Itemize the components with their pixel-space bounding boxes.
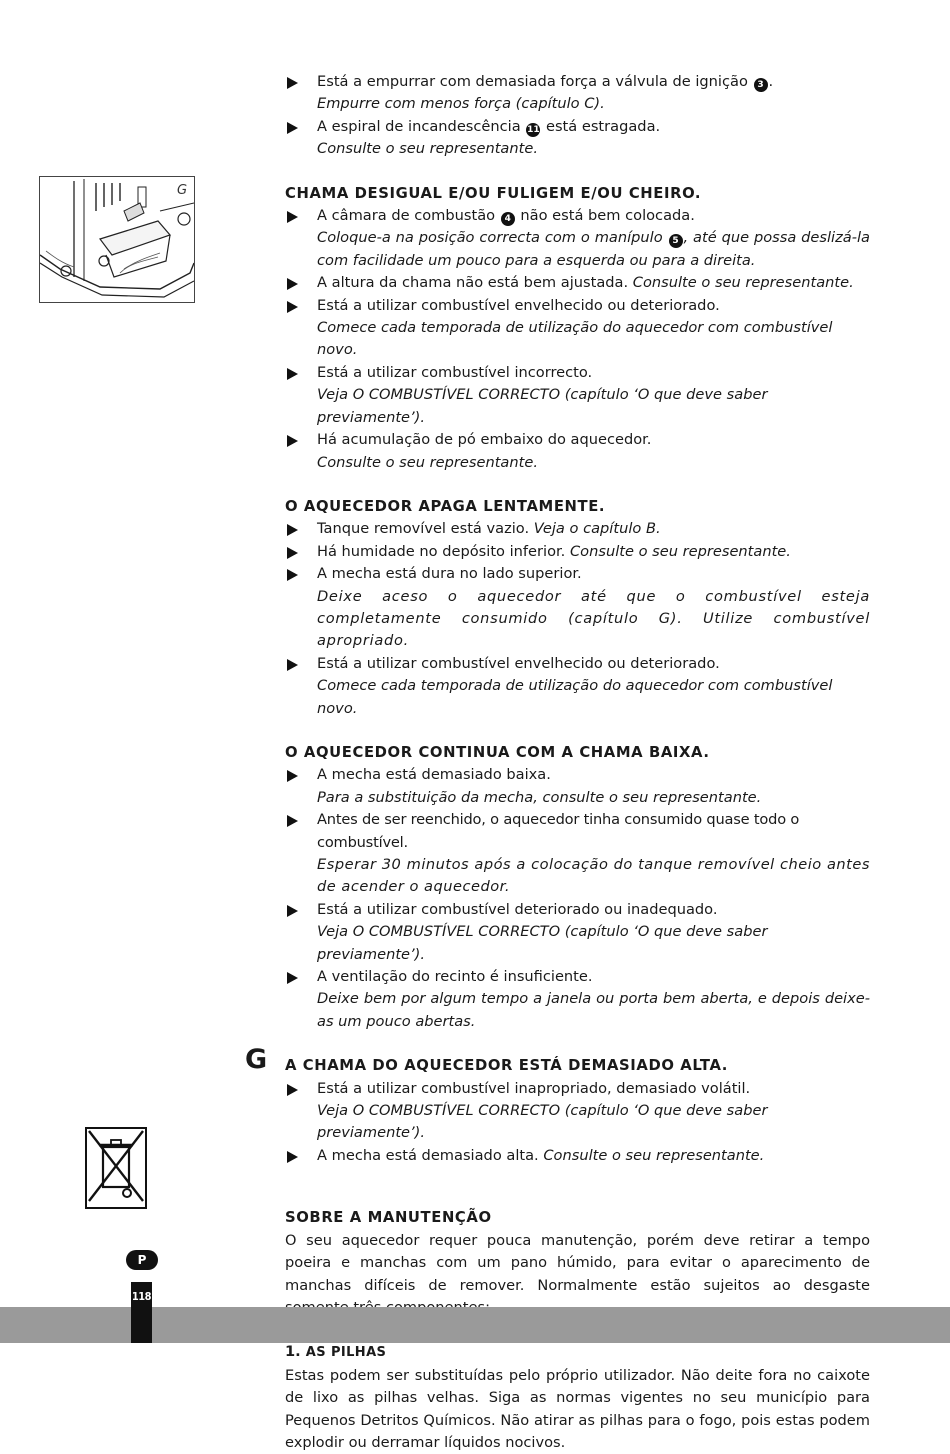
arrow-bullet-icon (287, 1151, 298, 1163)
item-text: A altura da chama não está bem ajustada. (317, 274, 629, 292)
list-item (285, 71, 870, 116)
list-item (285, 541, 870, 563)
list-item (285, 205, 870, 272)
arrow-bullet-icon (287, 301, 298, 313)
circled-number-icon: 3 (754, 78, 768, 92)
section-heading: O AQUECEDOR CONTINUA COM A CHAMA BAIXA. (285, 743, 710, 761)
maintenance-heading: SOBRE A MANUTENÇÃO (285, 1209, 492, 1227)
maintenance-intro: O seu aquecedor requer pouca manutenção, porém deve retirar a tempo poeira e manchas com um pano húmido, para evitar o aparecimento de manchas difíceis de remover. Normalmente estão sujeitos ao desgaste (285, 1231, 870, 1294)
arrow-bullet-icon (287, 659, 298, 671)
heater-drawing (40, 177, 194, 302)
item-text: Está a utilizar combustível envelhecido ou deteriorado. (317, 654, 720, 672)
section-heading: CHAMA DESIGUAL E/OU FULIGEM E/OU CHEIRO. (285, 184, 702, 202)
item-text: A mecha está demasiado alta. (317, 1146, 539, 1164)
list-item (285, 764, 870, 809)
crossed-bin-icon (85, 1127, 147, 1209)
item-remedy: Consulte o seu representante. (317, 453, 538, 471)
arrow-bullet-icon (287, 569, 298, 581)
list-item (285, 116, 870, 161)
arrow-bullet-icon (287, 368, 298, 380)
section-letter: G (245, 1044, 268, 1075)
item-remedy: Consulte o seu representante. (543, 1146, 765, 1164)
item-remedy: Comece cada temporada de utilização do aquecedor com combustível novo. (317, 319, 833, 359)
item-text-before: A câmara de combustão (317, 207, 496, 225)
arrow-bullet-icon (287, 815, 298, 827)
item-text: A mecha está dura no lado superior. (317, 565, 582, 583)
list-item (285, 429, 870, 474)
arrow-bullet-icon (287, 278, 298, 290)
circled-number-icon: 4 (501, 212, 515, 226)
figure-label: G (177, 183, 188, 198)
item-text: A mecha está demasiado baixa. (317, 766, 551, 784)
list-item (285, 1145, 870, 1167)
battery-subheading (285, 1341, 870, 1364)
item-text: Tanque removível está vazio. (317, 520, 530, 538)
item-text: Há humidade no depósito inferior. (317, 542, 566, 560)
heater-illustration (39, 176, 195, 303)
item-remedy: Comece cada temporada de utilização do aquecedor com combustível novo. (317, 677, 833, 717)
arrow-bullet-icon (287, 905, 298, 917)
item-remedy: Consulte o seu representante. (569, 542, 791, 560)
section-heading: A CHAMA DO AQUECEDOR ESTÁ DEMASIADO ALTA. (285, 1057, 728, 1075)
item-remedy: Empurre com menos força (capítulo C). (317, 95, 605, 113)
crossed-bin-drawing (87, 1129, 145, 1207)
list-item (285, 518, 870, 540)
item-text: Está a utilizar combustível inapropriado, demasiado volátil. (317, 1079, 751, 1097)
arrow-bullet-icon (287, 211, 298, 223)
item-remedy: Consulte o seu representante. (317, 140, 538, 158)
arrow-bullet-icon (287, 524, 298, 536)
item-text-before: A espiral de incandescência (317, 117, 521, 135)
list-item (285, 653, 870, 720)
item-text: A ventilação do recinto é insuficiente. (317, 968, 593, 986)
page-number: 118 (131, 1290, 152, 1303)
item-text: Há acumulação de pó embaixo do aquecedor. (317, 431, 652, 449)
list-item (285, 362, 870, 429)
item-remedy: Veja O COMBUSTÍVEL CORRECTO (capítulo ‘O que deve saber previamente’). (317, 1102, 768, 1142)
arrow-bullet-icon (287, 122, 298, 134)
list-item (285, 295, 870, 362)
item-text: não está bem colocada. (520, 207, 695, 225)
item-remedy: Para a substituição da mecha, consulte o seu representante. (317, 788, 762, 806)
item-remedy: Coloque-a na posição correcta com o manípulo 5 , até que possa deslizá-la com facilidade um pouco para a esquerda ou para a direita. (317, 229, 870, 269)
item-remedy: Veja O COMBUSTÍVEL CORRECTO (capítulo ‘O que deve saber previamente’). (317, 923, 768, 963)
arrow-bullet-icon (287, 972, 298, 984)
subheading-number: 1. (285, 1343, 301, 1361)
list-item (285, 1078, 870, 1145)
section-heading: O AQUECEDOR APAGA LENTAMENTE. (285, 497, 606, 515)
main-content (285, 71, 870, 1454)
arrow-bullet-icon (287, 77, 298, 89)
list-item (285, 272, 870, 294)
list-item (285, 809, 870, 899)
language-badge: P (126, 1250, 158, 1270)
item-text: Está a utilizar combustível deteriorado ou inadequado. (317, 900, 718, 918)
arrow-bullet-icon (287, 547, 298, 559)
subheading-title: AS PILHAS (305, 1345, 387, 1361)
item-text: Está a utilizar combustível incorrecto. (317, 363, 593, 381)
item-remedy: Deixe aceso o aquecedor até que o combustível esteja completamente consumido (capítulo G). Utilize combustível apropriado. (317, 587, 870, 650)
item-text: Antes de ser reenchido, o aquecedor tinha consumido quase todo o combustível. (317, 811, 800, 851)
item-text: Está a utilizar combustível envelhecido ou deteriorado. (317, 296, 720, 314)
list-item (285, 899, 870, 966)
list-item (285, 563, 870, 653)
item-text-after: . (768, 73, 774, 90)
list-item (285, 966, 870, 1033)
item-remedy: Veja O COMBUSTÍVEL CORRECTO (capítulo ‘O que deve saber previamente’). (317, 386, 768, 426)
item-remedy: Consulte o seu representante. (632, 274, 854, 292)
item-text: Está a empurrar com demasiada força a válvula de ignição (317, 73, 748, 90)
arrow-bullet-icon (287, 770, 298, 782)
item-remedy: Veja o capítulo B. (533, 520, 661, 538)
battery-text: Estas podem ser substituídas pelo próprio utilizador. Não deite fora no caixote de lixo as pilhas velhas. Siga as normas vigentes no seu município para Pequenos Detritos Químicos. Não atirar as pilhas para o fogo, pois estas podem explodir ou derramar líquidos nocivos. (285, 1366, 870, 1451)
circled-number-icon: 5 (669, 234, 683, 248)
arrow-bullet-icon (287, 1084, 298, 1096)
item-remedy: Esperar 30 minutos após a colocação do tanque removível cheio antes de acender o aquecedor. (317, 856, 870, 896)
arrow-bullet-icon (287, 435, 298, 447)
item-text: está estragada. (545, 117, 661, 135)
item-remedy: Deixe bem por algum tempo a janela ou porta bem aberta, e depois deixe-as um pouco abertas. (317, 990, 870, 1030)
circled-number-icon: 11 (527, 124, 540, 135)
